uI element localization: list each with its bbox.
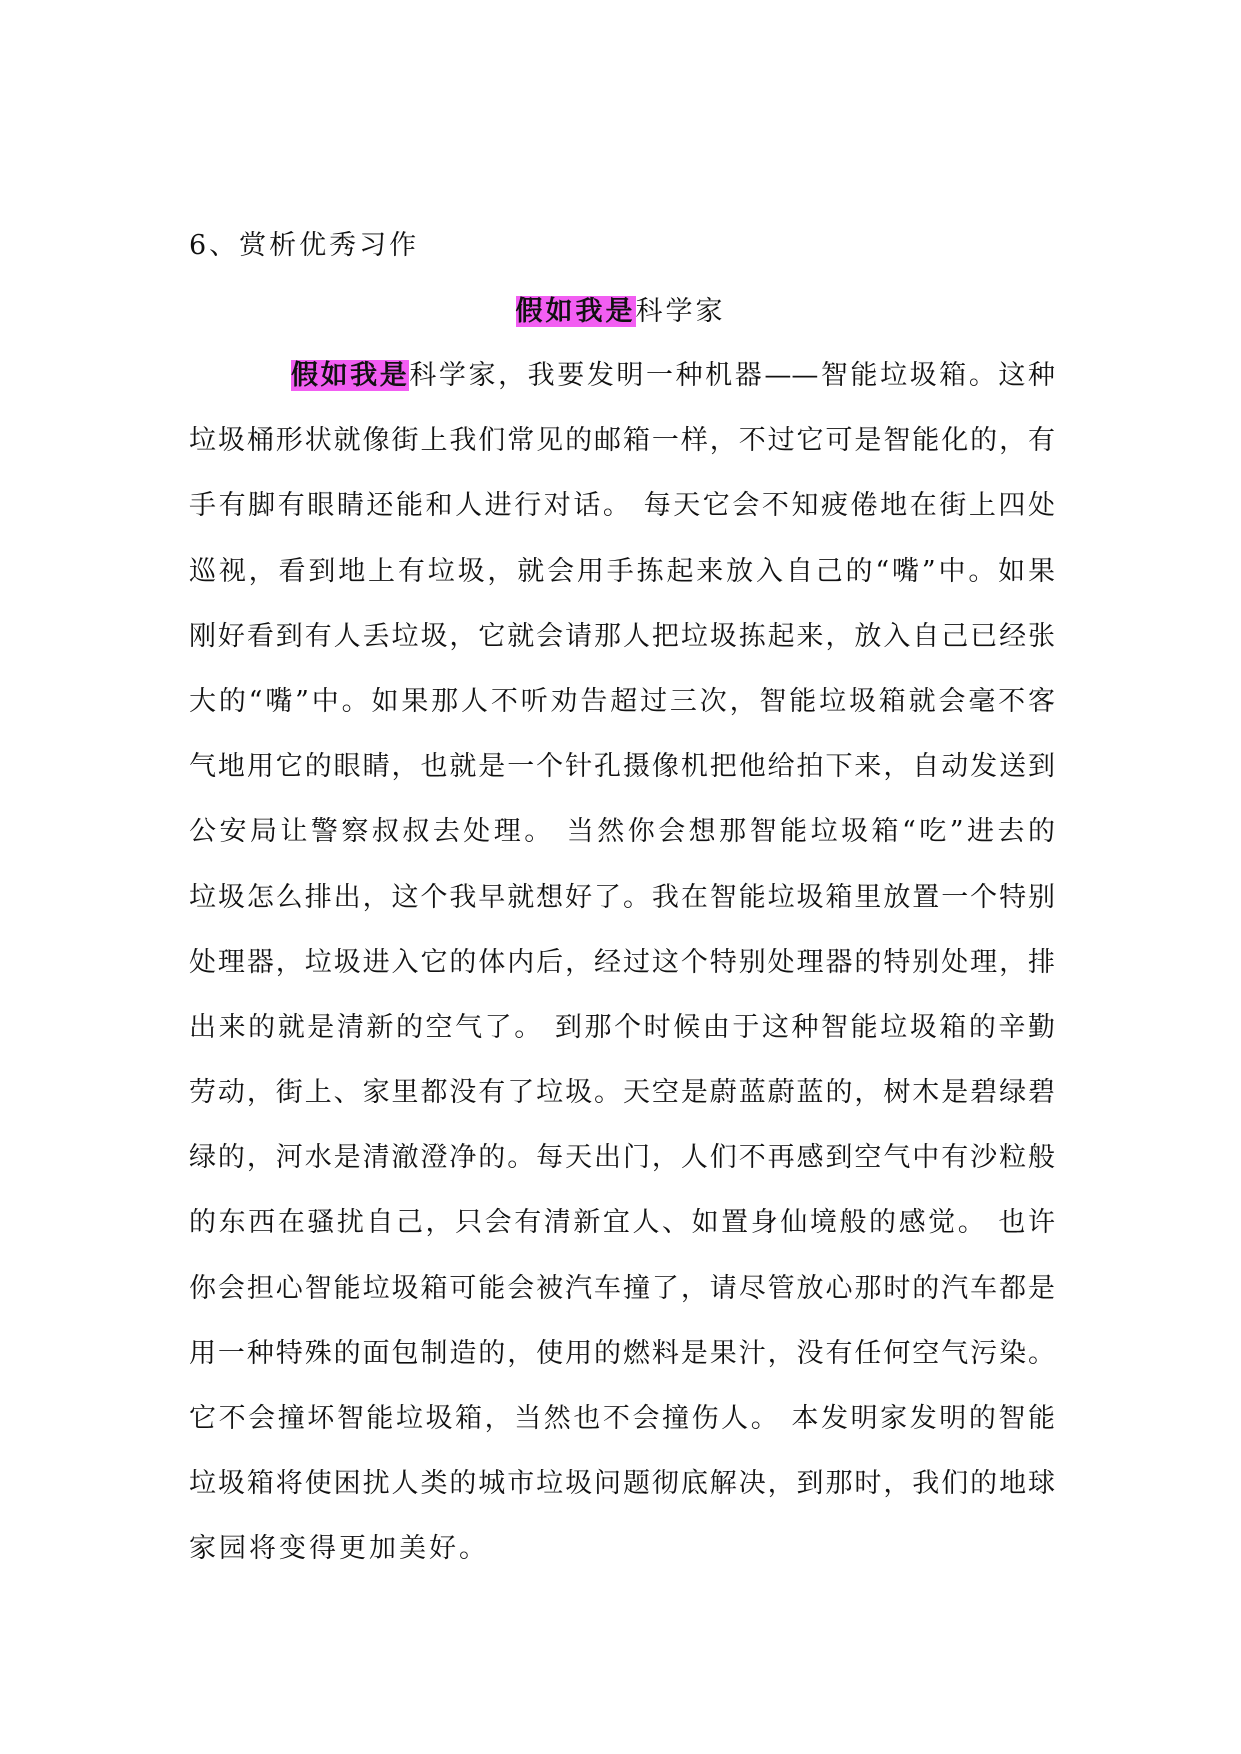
paragraph-line: 处理器，垃圾进入它的体内后，经过这个特别处理器的特别处理，排 (189, 946, 1055, 978)
paragraph-line: 垃圾怎么排出，这个我早就想好了。我在智能垃圾箱里放置一个特别 (189, 881, 1055, 913)
title-rest: 科学家 (635, 296, 726, 327)
paragraph-line: 家园将变得更加美好。 (189, 1533, 489, 1565)
paragraph-line: 出来的就是清新的空气了。 到那个时候由于这种智能垃圾箱的辛勤 (189, 1011, 1055, 1043)
paragraph-line: 的东西在骚扰自己，只会有清新宜人、如置身仙境般的感觉。 也许 (189, 1207, 1055, 1239)
essay-body (189, 356, 1055, 1595)
paragraph-line: 垃圾箱将使困扰人类的城市垃圾问题彻底解决，到那时，我们的地球 (189, 1468, 1055, 1500)
paragraph-line-text: 科学家，我要发明一种机器——智能垃圾箱。这种 (409, 360, 1055, 391)
paragraph-line: 绿的，河水是清澈澄净的。每天出门，人们不再感到空气中有沙粒般 (189, 1142, 1055, 1174)
paragraph-line: 垃圾桶形状就像街上我们常见的邮箱一样，不过它可是智能化的，有 (189, 425, 1055, 457)
paragraph-line: 巡视，看到地上有垃圾，就会用手拣起来放入自己的“嘴”中。如果 (189, 555, 1055, 587)
paragraph-line: 你会担心智能垃圾箱可能会被汽车撞了，请尽管放心那时的汽车都是 (189, 1272, 1055, 1304)
paragraph-line: 手有脚有眼睛还能和人进行对话。 每天它会不知疲倦地在街上四处 (189, 490, 1055, 522)
paragraph-highlight: 假如我是 (291, 360, 410, 391)
paragraph-line: 劳动，街上、家里都没有了垃圾。天空是蔚蓝蔚蓝的，树木是碧绿碧 (189, 1077, 1055, 1109)
paragraph-line: 它不会撞坏智能垃圾箱，当然也不会撞伤人。 本发明家发明的智能 (189, 1403, 1055, 1434)
paragraph-line: 刚好看到有人丢垃圾，它就会请那人把垃圾拣起来，放入自己已经张 (189, 620, 1055, 652)
paragraph-line: 公安局让警察叔叔去处理。 当然你会想那智能垃圾箱“吃”进去的 (189, 816, 1055, 848)
essay-title (0, 292, 1241, 332)
section-heading: 6、赏析优秀习作 (189, 230, 420, 261)
paragraph-line (189, 356, 1055, 421)
paragraph-line: 大的“嘴”中。如果那人不听劝告超过三次，智能垃圾箱就会毫不客 (189, 685, 1055, 717)
paragraph-line: 气地用它的眼睛，也就是一个针孔摄像机把他给拍下来，自动发送到 (189, 751, 1055, 783)
title-highlight: 假如我是 (515, 296, 636, 327)
paragraph-line: 用一种特殊的面包制造的，使用的燃料是果汁，没有任何空气污染。 (189, 1337, 1055, 1369)
